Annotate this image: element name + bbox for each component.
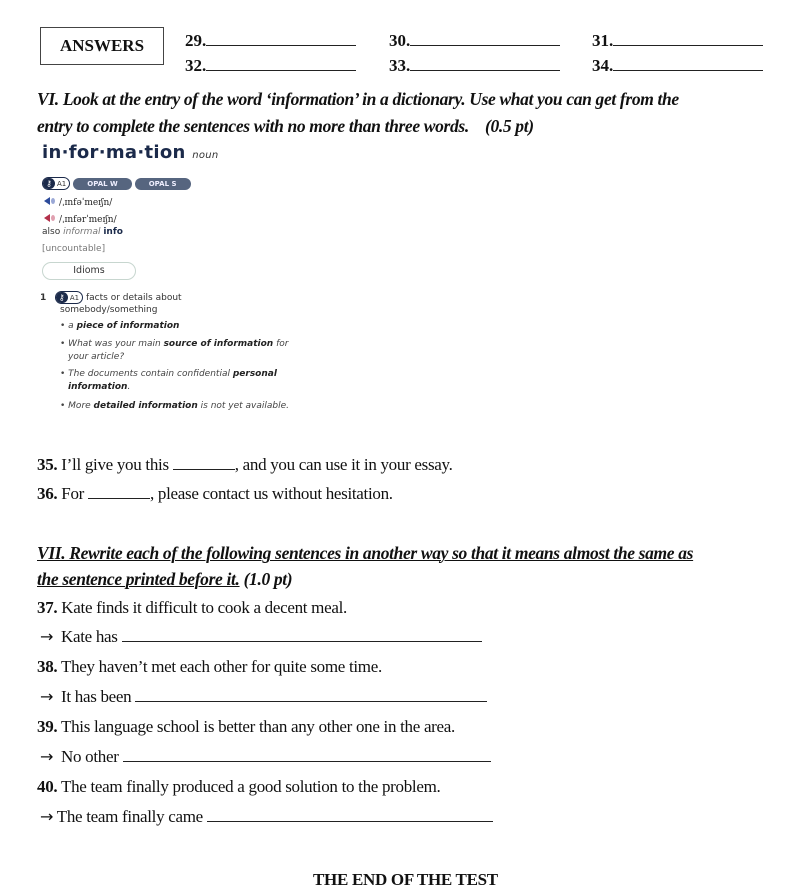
definition: facts or details about bbox=[85, 293, 182, 303]
section7-heading-line2 bbox=[37, 569, 292, 590]
arrow-icon: → bbox=[40, 687, 54, 706]
example-text: for bbox=[273, 339, 289, 349]
heading-text: the sentence printed before it. bbox=[37, 569, 240, 589]
level-badge bbox=[42, 177, 70, 190]
question-text: I’ll give you this bbox=[57, 455, 173, 474]
section6-heading-line1: VI. Look at the entry of the word ‘information’ in a dictionary. Use what you can get from the bbox=[37, 89, 679, 109]
answer-32[interactable] bbox=[185, 56, 356, 76]
question-38 bbox=[37, 657, 382, 677]
example-text: What was your main bbox=[68, 339, 164, 349]
bullet: • bbox=[60, 401, 69, 411]
example-text: More bbox=[68, 401, 94, 411]
arrow-icon: → bbox=[40, 807, 54, 826]
speaker-uk-icon[interactable] bbox=[44, 197, 50, 205]
section6-heading-line2 bbox=[37, 116, 534, 137]
answer-number: 34. bbox=[592, 56, 614, 75]
section7-heading-line1 bbox=[37, 543, 693, 564]
idioms-button[interactable]: Idioms bbox=[42, 262, 136, 280]
answer-38[interactable] bbox=[40, 687, 487, 707]
question-number: 35. bbox=[37, 455, 58, 474]
question-text: For bbox=[57, 484, 88, 503]
question-text: The team finally produced a good solution to the problem. bbox=[57, 777, 441, 796]
question-number: 37. bbox=[37, 598, 58, 617]
heading-text: VII. Rewrite each of the following sentences in another way so that it means almost the same as bbox=[37, 543, 694, 563]
heading-text: entry to complete the sentences with no more than three words. bbox=[37, 116, 469, 136]
arrow-icon: → bbox=[40, 627, 54, 646]
answer-number: 29. bbox=[185, 31, 207, 50]
example-3-line2 bbox=[68, 382, 130, 392]
bullet: • bbox=[60, 339, 69, 349]
question-number: 39. bbox=[37, 717, 58, 736]
example-2 bbox=[60, 339, 288, 349]
answer-start: The team finally came bbox=[56, 807, 203, 826]
level-tags bbox=[42, 171, 191, 190]
end-of-test: THE END OF THE TEST bbox=[313, 870, 498, 889]
question-number: 40. bbox=[37, 777, 58, 796]
question-39 bbox=[37, 717, 455, 737]
example-keyword: detailed information bbox=[93, 401, 198, 411]
variant: info bbox=[103, 227, 123, 237]
question-35 bbox=[37, 455, 453, 475]
example-keyword: personal bbox=[232, 369, 277, 379]
points: (0.5 pt) bbox=[484, 116, 534, 136]
sense-number: 1 bbox=[40, 293, 47, 303]
answers-label: ANSWERS bbox=[59, 36, 145, 55]
example-1 bbox=[60, 321, 179, 331]
level-badge bbox=[55, 291, 83, 304]
definition-line2: somebody/something bbox=[60, 305, 158, 315]
level-text: A1 bbox=[57, 179, 67, 188]
example-text: . bbox=[127, 382, 131, 392]
example-text: a bbox=[68, 321, 77, 331]
sound-wave-icon bbox=[51, 215, 55, 221]
answer-29[interactable] bbox=[185, 31, 356, 51]
arrow-icon: → bbox=[40, 747, 54, 766]
answer-37[interactable] bbox=[40, 627, 482, 647]
question-36 bbox=[37, 484, 393, 504]
key-icon: ⚷ bbox=[43, 178, 55, 189]
also: also bbox=[42, 227, 61, 237]
ipa-uk: /ˌɪnfəˈmeɪʃn/ bbox=[59, 198, 113, 208]
sound-wave-icon bbox=[51, 198, 55, 204]
answer-40[interactable] bbox=[40, 807, 493, 827]
pron-us[interactable] bbox=[44, 209, 117, 227]
answer-39[interactable] bbox=[40, 747, 491, 767]
question-text: Kate finds it difficult to cook a decent meal. bbox=[57, 598, 347, 617]
example-3 bbox=[60, 369, 277, 379]
answer-start: Kate has bbox=[61, 627, 118, 646]
ipa-us: /ˌɪnfərˈmeɪʃn/ bbox=[59, 215, 117, 225]
speaker-us-icon[interactable] bbox=[44, 214, 50, 222]
question-text: They haven’t met each other for quite some time. bbox=[57, 657, 382, 676]
part-of-speech: noun bbox=[192, 150, 219, 161]
answer-30[interactable] bbox=[389, 31, 560, 51]
example-2-line2 bbox=[68, 352, 124, 362]
example-4 bbox=[60, 401, 289, 411]
question-37 bbox=[37, 598, 347, 618]
sense-1 bbox=[40, 291, 182, 304]
headword: in·for·ma·tion bbox=[42, 142, 186, 163]
answer-33[interactable] bbox=[389, 56, 560, 76]
informal-label: informal bbox=[63, 227, 101, 237]
answer-34[interactable] bbox=[592, 56, 763, 76]
answer-number: 30. bbox=[389, 31, 411, 50]
example-keyword: piece of information bbox=[76, 321, 180, 331]
example-keyword: information bbox=[68, 382, 128, 392]
question-40 bbox=[37, 777, 440, 797]
answer-start: No other bbox=[61, 747, 119, 766]
answer-number: 31. bbox=[592, 31, 614, 50]
answer-number: 32. bbox=[185, 56, 207, 75]
question-number: 38. bbox=[37, 657, 58, 676]
question-text: , and you can use it in your essay. bbox=[234, 455, 453, 474]
opal-s-tag: OPAL S bbox=[135, 178, 191, 190]
grammar-label: [uncountable] bbox=[42, 244, 106, 254]
answer-number: 33. bbox=[389, 56, 411, 75]
level-text: A1 bbox=[69, 293, 80, 302]
example-text: The documents contain confidential bbox=[68, 369, 233, 379]
blank-35[interactable] bbox=[173, 455, 235, 470]
pron-uk[interactable] bbox=[44, 192, 112, 210]
answers-box bbox=[40, 27, 164, 65]
question-text: This language school is better than any other one in the area. bbox=[57, 717, 455, 736]
bullet: • bbox=[60, 321, 69, 331]
points: (1.0 pt) bbox=[243, 569, 293, 589]
example-keyword: source of information bbox=[163, 339, 274, 349]
opal-w-tag: OPAL W bbox=[73, 178, 131, 190]
example-text: your article? bbox=[68, 352, 125, 362]
question-text: , please contact us without hesitation. bbox=[149, 484, 393, 503]
variant-line bbox=[42, 227, 123, 237]
dictionary-headword bbox=[42, 142, 219, 163]
example-text: is not yet available. bbox=[197, 401, 290, 411]
answer-start: It has been bbox=[61, 687, 132, 706]
question-number: 36. bbox=[37, 484, 58, 503]
blank-36[interactable] bbox=[88, 484, 150, 499]
key-icon: ⚷ bbox=[56, 292, 68, 303]
answer-31[interactable] bbox=[592, 31, 763, 51]
bullet: • bbox=[60, 369, 69, 379]
